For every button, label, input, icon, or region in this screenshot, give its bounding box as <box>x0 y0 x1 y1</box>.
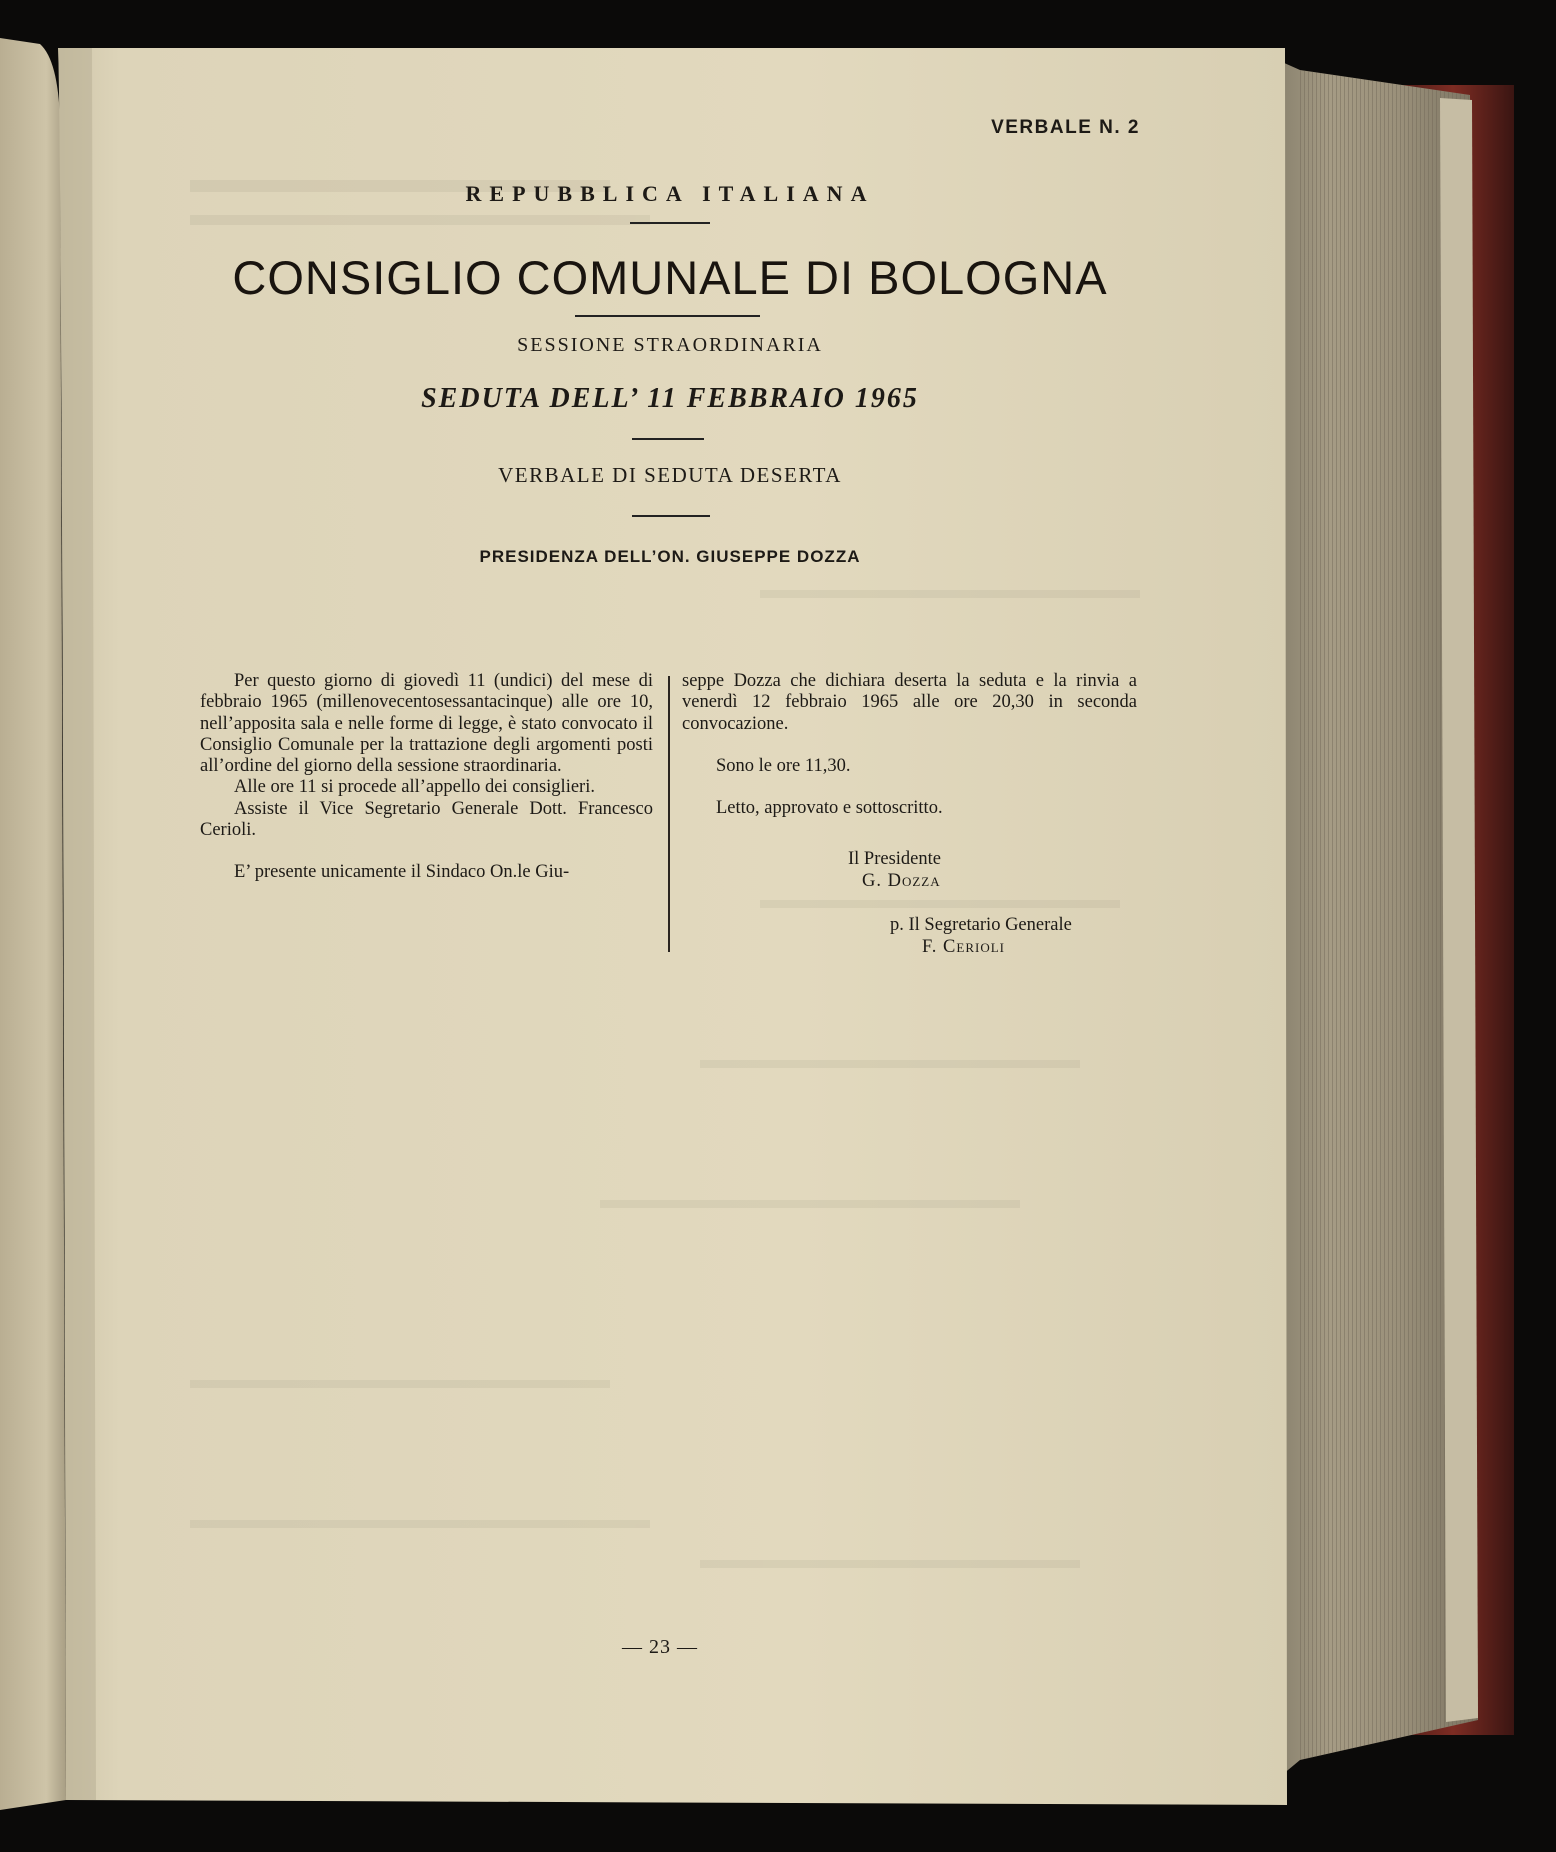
body-left-column <box>200 671 653 884</box>
verbale-title: VERBALE DI SEDUTA DESERTA <box>498 463 842 487</box>
session-label: SESSIONE STRAORDINARIA <box>517 334 823 356</box>
council-title: CONSIGLIO COMUNALE DI BOLOGNA <box>232 251 1108 304</box>
president-name: G. Dozza <box>862 871 941 891</box>
secretary-title: p. Il Segretario Generale <box>890 915 1072 935</box>
divider-rule <box>632 438 704 440</box>
secretary-name: F. Cerioli <box>922 937 1005 957</box>
paragraph-deserted: seppe Dozza che dichiara deserta la seduta e la rinvia a venerdì 12 febbraio 1965 alle ore 20,30 in seconda convocazione. <box>682 671 1137 734</box>
paragraph-convocation: Per questo giorno di giovedì 11 (undici) del mese di febbraio 1965 (millenovecentosessantacinque) alle ore 10, nell’apposita sala e nelle forme di legge, è stato convocato il Consiglio Comunale per la trattazione degli argomenti posti all’ordine del giorno della sessione straordinaria. <box>200 671 653 777</box>
president-title: Il Presidente <box>848 849 941 869</box>
presidency-line: PRESIDENZA DELL’ON. GIUSEPPE DOZZA <box>479 547 861 566</box>
paragraph-assistant: Assiste il Vice Segretario Generale Dott. Francesco Cerioli. <box>200 798 653 841</box>
paragraph-approved: Letto, approvato e sottoscritto. <box>716 798 943 819</box>
paragraph-time: Sono le ore 11,30. <box>716 755 851 776</box>
paragraph-roll-call: Alle ore 11 si procede all’appello dei consiglieri. <box>234 777 595 798</box>
body-right-column <box>682 671 1137 819</box>
divider-rule <box>632 515 710 517</box>
divider-rule <box>630 222 710 224</box>
column-divider <box>668 676 670 952</box>
page-number: — 23 — <box>622 1636 698 1658</box>
verbale-number: VERBALE N. 2 <box>991 117 1140 138</box>
divider-rule <box>575 315 760 317</box>
seduta-date-heading: SEDUTA DELL’ 11 FEBBRAIO 1965 <box>421 383 919 414</box>
republic-heading: REPUBBLICA ITALIANA <box>465 181 875 206</box>
paragraph-present: E’ presente unicamente il Sindaco On.le Giu- <box>234 862 570 883</box>
